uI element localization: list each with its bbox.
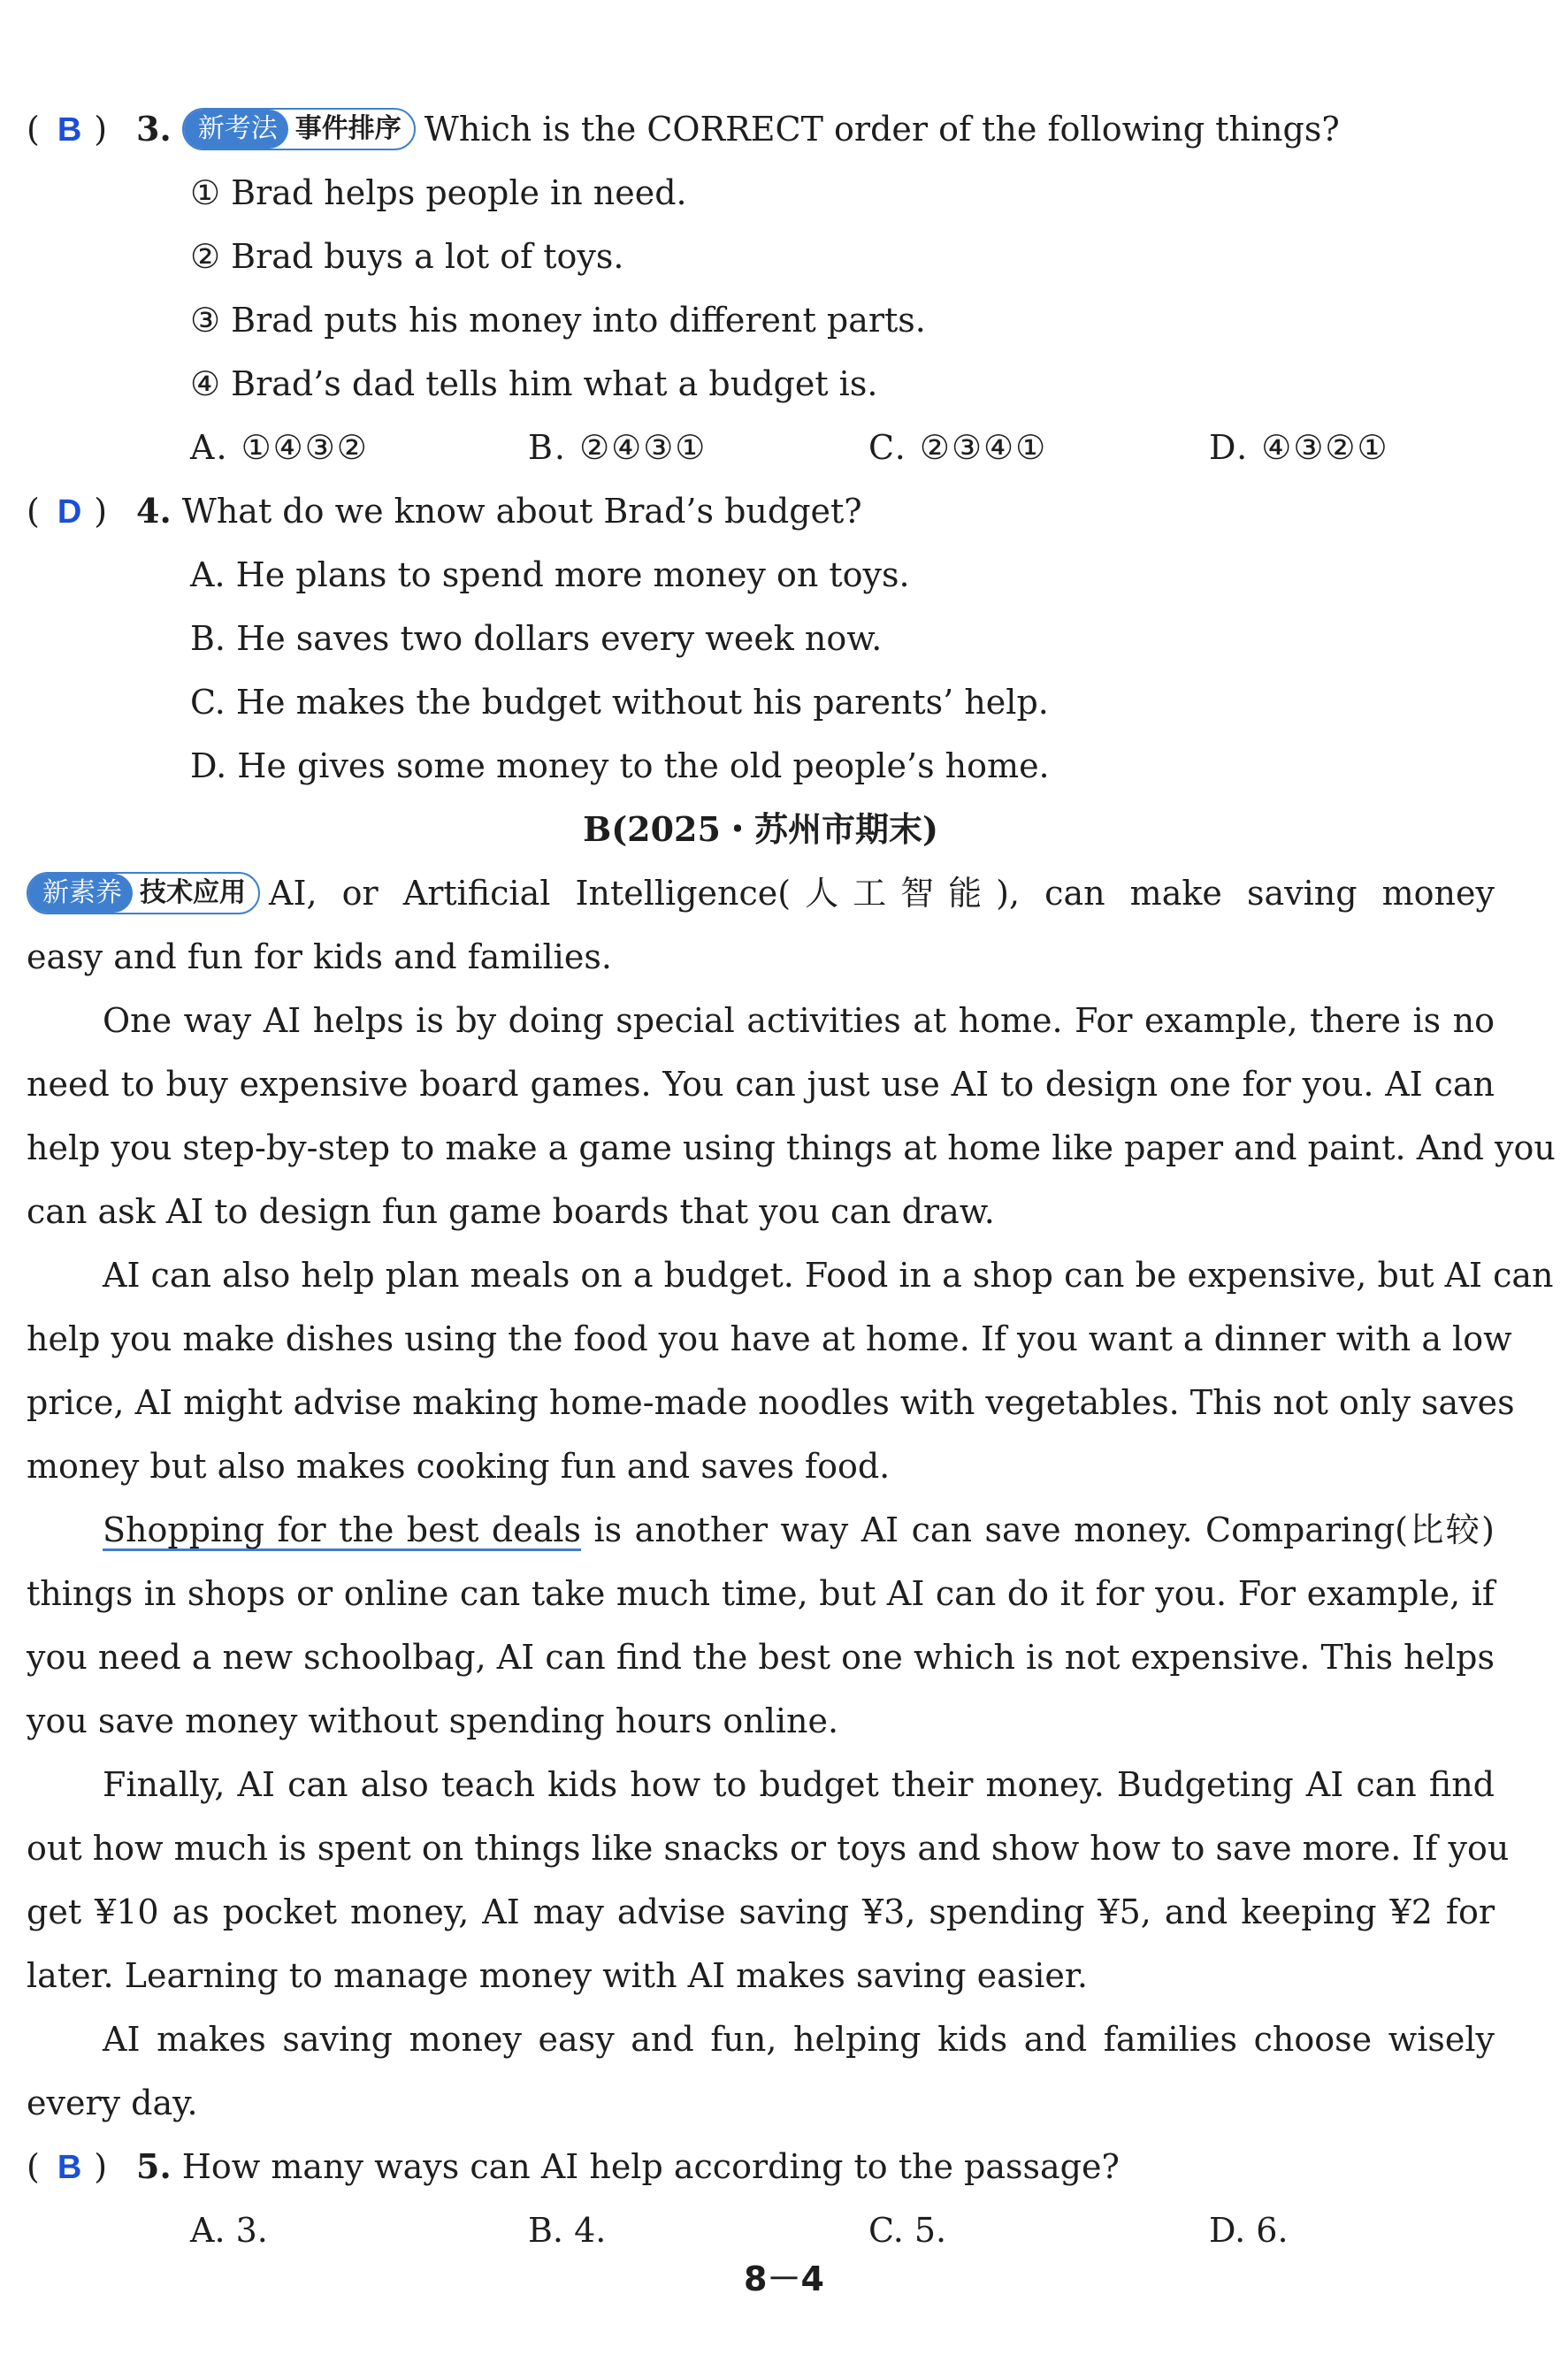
question-number: 4. bbox=[136, 491, 172, 531]
passage-line: help you step-by-step to make a game using things at home like paper and paint. And you bbox=[27, 1128, 1556, 1167]
passage-line: you save money without spending hours online. bbox=[27, 1701, 839, 1740]
passage-line: Finally, AI can also teach kids how to budget their money. Budgeting AI can find bbox=[103, 1765, 1495, 1804]
option-a: A. ①④③② bbox=[190, 428, 369, 467]
list-item: ① Brad helps people in need. bbox=[190, 173, 687, 212]
passage-line: later. Learning to manage money with AI makes saving easier. bbox=[27, 1956, 1088, 1995]
page-number: 8－4 bbox=[744, 2259, 824, 2298]
option-a: A. He plans to spend more money on toys. bbox=[190, 555, 910, 594]
passage-line: every day. bbox=[27, 2084, 198, 2122]
list-item: ③ Brad puts his money into different parts. bbox=[190, 301, 926, 340]
option-c: C. He makes the budget without his parents’ help. bbox=[190, 683, 1049, 722]
passage-line bbox=[27, 1498, 1495, 1562]
question-3-options bbox=[190, 416, 1568, 479]
passage-line: One way AI helps is by doing special activities at home. For example, there is no bbox=[103, 1001, 1495, 1040]
badge-new-exam-method bbox=[182, 108, 416, 150]
question-4-stem-line bbox=[27, 479, 1495, 543]
passage-line: need to buy expensive board games. You can just use AI to design one for you. AI can bbox=[27, 1065, 1495, 1104]
passage-line: help you make dishes using the food you have at home. If you want a dinner with a low bbox=[27, 1319, 1512, 1358]
answer-bracket: ( B ) bbox=[27, 2147, 108, 2186]
passage-text: is another way AI can save money. Comparing(比较) bbox=[593, 1510, 1495, 1549]
passage-line: AI can also help plan meals on a budget. Food in a shop can be expensive, but AI can bbox=[103, 1256, 1554, 1295]
answer-letter: B bbox=[57, 2149, 82, 2186]
section-heading: B(2025・苏州市期末) bbox=[583, 809, 938, 849]
passage-line: AI makes saving money easy and fun, helping kids and families choose wisely bbox=[103, 2020, 1495, 2059]
option-d: D. He gives some money to the old people’s home. bbox=[190, 746, 1050, 785]
answer-letter: D bbox=[57, 493, 82, 531]
question-number: 5. bbox=[136, 2146, 172, 2186]
list-item: ② Brad buys a lot of toys. bbox=[190, 237, 624, 276]
option-c: C. 5. bbox=[868, 2211, 947, 2250]
option-d: D. 6. bbox=[1209, 2211, 1289, 2250]
passage-line: things in shops or online can take much time, but AI can do it for you. For example, if bbox=[27, 1574, 1495, 1613]
badge-label: 事件排序 bbox=[294, 112, 402, 144]
section-b-heading-line bbox=[27, 798, 1495, 861]
answer-letter: B bbox=[57, 111, 82, 149]
passage-text: AI, or Artificial Intelligence(人工智能), can make saving money bbox=[269, 874, 1495, 913]
passage-line: money but also makes cooking fun and saves food. bbox=[27, 1447, 891, 1486]
option-a: A. 3. bbox=[190, 2211, 268, 2250]
option-d: D. ④③②① bbox=[1209, 428, 1389, 467]
option-c: C. ②③④① bbox=[868, 428, 1048, 467]
passage-line: can ask AI to design fun game boards that you can draw. bbox=[27, 1192, 995, 1231]
passage-line: price, AI might advise making home-made noodles with vegetables. This not only saves bbox=[27, 1383, 1515, 1422]
answer-bracket: ( D ) bbox=[27, 492, 108, 531]
answer-bracket: ( B ) bbox=[27, 110, 108, 149]
passage-line bbox=[27, 861, 1495, 925]
list-item: ④ Brad’s dad tells him what a budget is. bbox=[190, 364, 878, 403]
badge-tag: 新素养 bbox=[28, 874, 133, 913]
question-number: 3. bbox=[136, 109, 172, 149]
passage-line: you need a new schoolbag, AI can find the best one which is not expensive. This helps bbox=[27, 1638, 1495, 1677]
option-b: B. ②④③① bbox=[528, 428, 708, 467]
passage-line: easy and fun for kids and families. bbox=[27, 937, 612, 976]
question-stem: How many ways can AI help according to the passage? bbox=[181, 2147, 1120, 2186]
option-b: B. He saves two dollars every week now. bbox=[190, 619, 883, 658]
question-3-stem-line bbox=[27, 97, 1495, 161]
badge-tag: 新考法 bbox=[184, 110, 288, 149]
option-b: B. 4. bbox=[528, 2211, 607, 2250]
badge-new-literacy bbox=[27, 872, 260, 914]
underlined-phrase: Shopping for the best deals bbox=[103, 1510, 582, 1549]
question-stem: Which is the CORRECT order of the following things? bbox=[424, 110, 1340, 149]
badge-label: 技术应用 bbox=[140, 876, 246, 908]
question-5-stem-line bbox=[27, 2135, 1495, 2198]
question-stem: What do we know about Brad’s budget? bbox=[181, 492, 862, 531]
passage-line: get ¥10 as pocket money, AI may advise saving ¥3, spending ¥5, and keeping ¥2 for bbox=[27, 1892, 1495, 1931]
passage-line: out how much is spent on things like snacks or toys and show how to save more. If you bbox=[27, 1829, 1510, 1868]
